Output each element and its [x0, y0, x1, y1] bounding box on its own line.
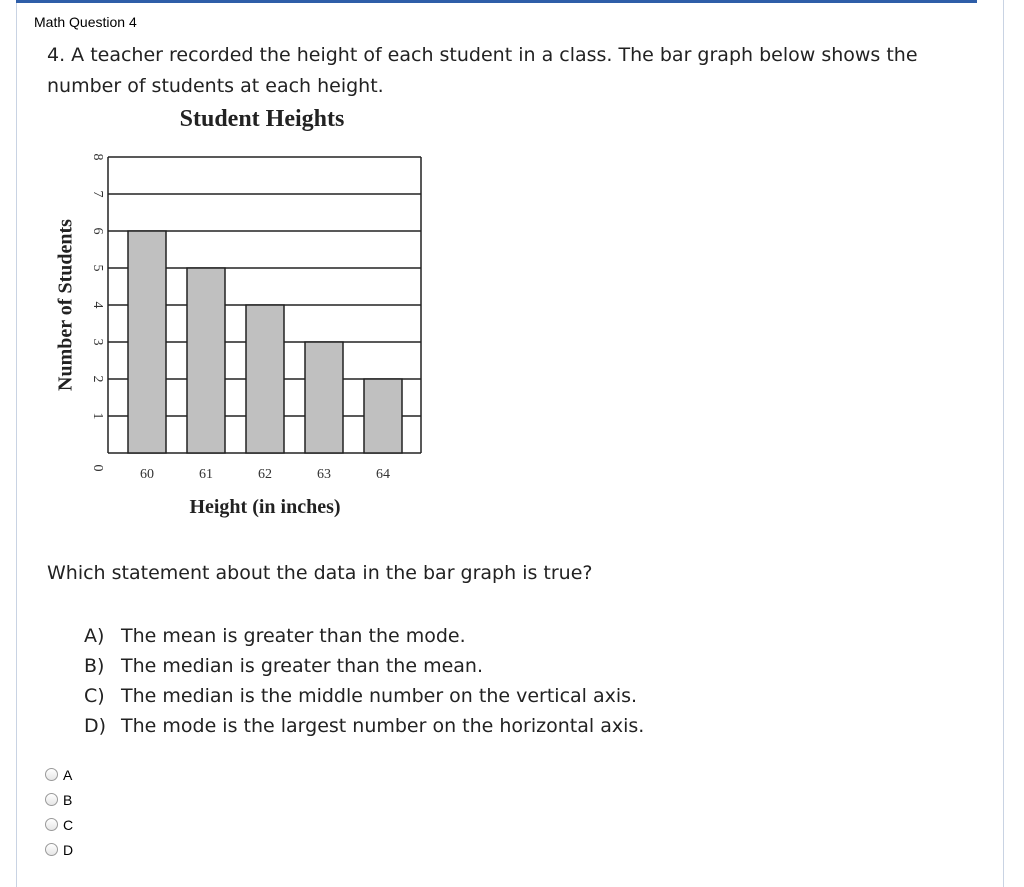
x-tick-label: 63	[317, 467, 331, 482]
choice-text: The median is greater than the mean.	[121, 655, 483, 677]
bar-61	[187, 268, 225, 453]
chart-title: Student Heights	[179, 106, 345, 132]
answer-label-b[interactable]: B	[63, 791, 73, 808]
bar-60	[128, 231, 166, 453]
y-tick-label: 5	[89, 264, 105, 272]
y-tick-label: 3	[89, 338, 105, 346]
y-tick-label: 8	[89, 153, 105, 161]
top-accent-bar	[16, 0, 977, 3]
bar-62	[246, 305, 284, 453]
x-tick-label: 64	[376, 467, 390, 482]
y-tick-label: 1	[89, 412, 105, 420]
answer-option-a[interactable]	[45, 762, 73, 787]
statement-prompt: Which statement about the data in the bar graph is true?	[47, 562, 593, 584]
radio-a[interactable]	[45, 768, 58, 781]
choice-letter: C)	[84, 685, 105, 707]
x-tick-label: 62	[258, 467, 272, 482]
radio-b[interactable]	[45, 793, 58, 806]
question-prompt: 4. A teacher recorded the height of each student in a class. The bar graph below shows the number of students at each height.	[47, 44, 918, 97]
choice-text: The mode is the largest number on the horizontal axis.	[121, 715, 645, 737]
x-tick-label: 61	[199, 467, 213, 482]
answer-label-a[interactable]: A	[63, 766, 73, 783]
bar-64	[364, 379, 402, 453]
question-header: Math Question 4	[34, 14, 137, 30]
y-axis-label: Number of Students	[54, 219, 77, 391]
choice-b	[84, 651, 644, 681]
x-tick-label: 60	[140, 467, 154, 482]
choice-letter: B)	[84, 655, 105, 677]
answer-option-c[interactable]	[45, 812, 73, 837]
y-tick-label: 7	[89, 190, 105, 198]
choice-c	[84, 681, 644, 711]
y-tick-label: 2	[89, 375, 105, 383]
answer-option-d[interactable]	[45, 837, 73, 862]
y-tick-label: 0	[89, 464, 105, 472]
choice-letter: D)	[84, 715, 107, 737]
radio-c[interactable]	[45, 818, 58, 831]
choice-a	[84, 621, 644, 651]
answer-option-b[interactable]	[45, 787, 73, 812]
answer-label-c[interactable]: C	[63, 816, 74, 833]
choice-text: The mean is greater than the mode.	[121, 625, 466, 647]
answer-label-d[interactable]: D	[63, 841, 74, 858]
x-axis-label: Height (in inches)	[189, 496, 341, 518]
y-tick-label: 6	[89, 227, 105, 235]
choice-letter: A)	[84, 625, 105, 647]
choice-d	[84, 711, 644, 741]
y-tick-label: 4	[89, 301, 105, 309]
radio-d[interactable]	[45, 843, 58, 856]
choice-text: The median is the middle number on the vertical axis.	[121, 685, 638, 707]
choice-list	[84, 621, 644, 741]
student-heights-chart	[40, 100, 440, 525]
answer-radio-group	[45, 762, 73, 862]
bar-63	[305, 342, 343, 453]
